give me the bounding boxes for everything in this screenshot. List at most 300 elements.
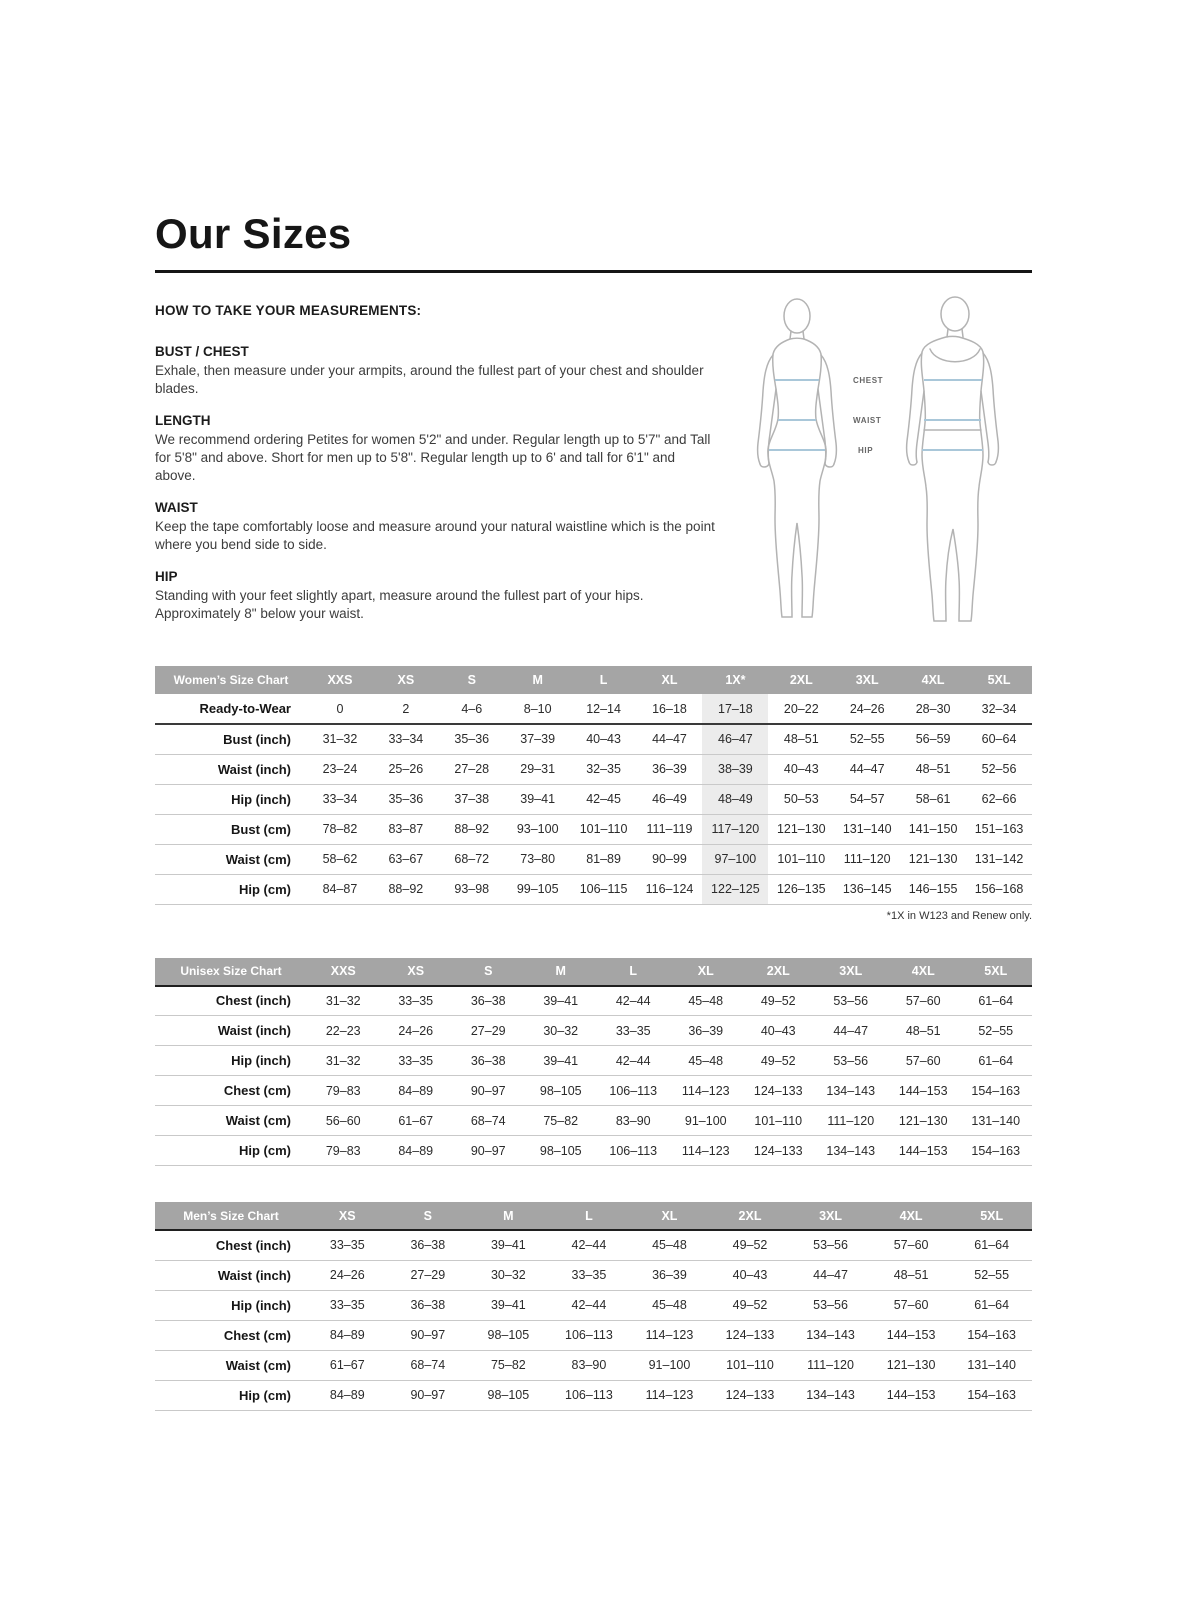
table-cell: 81–89 (571, 844, 637, 874)
table-cell: 53–56 (815, 1046, 888, 1076)
row-label: Waist (inch) (155, 754, 307, 784)
table-cell: 33–35 (549, 1260, 630, 1290)
table-cell: 56–60 (307, 1106, 380, 1136)
table-row (155, 754, 1032, 784)
table-cell: 131–142 (966, 844, 1032, 874)
table-cell: 121–130 (871, 1350, 952, 1380)
table-cell: 39–41 (505, 784, 571, 814)
table-cell: 154–163 (960, 1136, 1033, 1166)
row-label: Hip (inch) (155, 1290, 307, 1320)
table-cell: 22–23 (307, 1016, 380, 1046)
table-cell: 75–82 (468, 1350, 549, 1380)
section-body: We recommend ordering Petites for women 5'2" and under. Regular length up to 5'7" and Tall for 5'8" and above. Short for men up to 5'8". Regular length up to 6' and tall for 6'1" and above. (155, 431, 711, 483)
table-cell: 57–60 (871, 1230, 952, 1260)
table-cell: 134–143 (815, 1076, 888, 1106)
table-cell: 156–168 (966, 874, 1032, 904)
row-label: Bust (inch) (155, 724, 307, 754)
table-cell: 46–47 (702, 724, 768, 754)
table-cell: 32–34 (966, 694, 1032, 724)
table-cell: 40–43 (742, 1016, 815, 1046)
table-row (155, 1320, 1032, 1350)
table-cell: 46–49 (637, 784, 703, 814)
column-header: L (597, 958, 670, 986)
column-header: S (439, 666, 505, 694)
table-cell: 97–100 (702, 844, 768, 874)
table-cell: 60–64 (966, 724, 1032, 754)
womens-size-chart-block (155, 666, 1032, 922)
table-cell: 99–105 (505, 874, 571, 904)
table-cell: 90–97 (388, 1320, 469, 1350)
table-cell: 88–92 (373, 874, 439, 904)
table-cell: 98–105 (468, 1380, 549, 1410)
female-measure-lines (769, 380, 825, 450)
table-cell: 61–64 (960, 986, 1033, 1016)
table-cell: 40–43 (710, 1260, 791, 1290)
table-cell: 33–35 (307, 1290, 388, 1320)
table-cell: 42–45 (571, 784, 637, 814)
table-cell: 36–39 (629, 1260, 710, 1290)
table-row (155, 1016, 1032, 1046)
table-cell: 98–105 (525, 1076, 598, 1106)
hip-label: HIP (858, 446, 874, 455)
guide-section-waist (155, 500, 717, 554)
table-cell: 42–44 (597, 1046, 670, 1076)
table-row (155, 1260, 1032, 1290)
measurement-guide (155, 303, 1032, 642)
table-cell: 45–48 (629, 1230, 710, 1260)
male-measure-lines (922, 380, 983, 450)
row-label: Waist (cm) (155, 1106, 307, 1136)
table-cell: 27–29 (388, 1260, 469, 1290)
table-cell: 56–59 (900, 724, 966, 754)
table-cell: 58–61 (900, 784, 966, 814)
table-cell: 114–123 (629, 1380, 710, 1410)
table-cell: 106–113 (597, 1076, 670, 1106)
table-cell: 35–36 (373, 784, 439, 814)
table-cell: 90–99 (637, 844, 703, 874)
table-cell: 101–110 (710, 1350, 791, 1380)
table-cell: 36–38 (452, 1046, 525, 1076)
row-label: Hip (cm) (155, 1136, 307, 1166)
table-row (155, 724, 1032, 754)
table-cell: 124–133 (710, 1320, 791, 1350)
column-header: XS (380, 958, 453, 986)
column-header: XS (307, 1202, 388, 1230)
table-row (155, 694, 1032, 724)
section-title: WAIST (155, 499, 198, 515)
table-cell: 93–100 (505, 814, 571, 844)
table-cell: 45–48 (629, 1290, 710, 1320)
table-cell: 84–87 (307, 874, 373, 904)
table-cell: 4–6 (439, 694, 505, 724)
table-cell: 121–130 (887, 1106, 960, 1136)
table-cell: 124–133 (742, 1136, 815, 1166)
column-header: 3XL (815, 958, 888, 986)
table-cell: 68–74 (388, 1350, 469, 1380)
table-cell: 27–28 (439, 754, 505, 784)
table-cell: 24–26 (834, 694, 900, 724)
table-cell: 33–35 (597, 1016, 670, 1046)
table-cell: 124–133 (710, 1380, 791, 1410)
table-row (155, 1380, 1032, 1410)
table-cell: 2 (373, 694, 439, 724)
table-cell: 62–66 (966, 784, 1032, 814)
row-label: Chest (inch) (155, 1230, 307, 1260)
table-cell: 106–113 (549, 1380, 630, 1410)
table-cell: 106–113 (549, 1320, 630, 1350)
table-cell: 0 (307, 694, 373, 724)
table-cell: 53–56 (790, 1290, 871, 1320)
column-header: 3XL (834, 666, 900, 694)
table-cell: 39–41 (525, 986, 598, 1016)
table-cell: 111–120 (790, 1350, 871, 1380)
table-cell: 91–100 (670, 1106, 743, 1136)
row-label: Waist (cm) (155, 844, 307, 874)
table-cell: 52–56 (966, 754, 1032, 784)
table-cell: 124–133 (742, 1076, 815, 1106)
column-header: 4XL (900, 666, 966, 694)
column-header: XL (637, 666, 703, 694)
row-label: Hip (cm) (155, 874, 307, 904)
table-cell: 30–32 (468, 1260, 549, 1290)
table-cell: 88–92 (439, 814, 505, 844)
table-cell: 61–64 (960, 1046, 1033, 1076)
table-row (155, 1076, 1032, 1106)
column-header: M (525, 958, 598, 986)
table-cell: 54–57 (834, 784, 900, 814)
table-cell: 30–32 (525, 1016, 598, 1046)
table-cell: 122–125 (702, 874, 768, 904)
table-cell: 90–97 (452, 1076, 525, 1106)
table-cell: 24–26 (307, 1260, 388, 1290)
table-cell: 16–18 (637, 694, 703, 724)
table-cell: 33–34 (373, 724, 439, 754)
row-label: Chest (cm) (155, 1320, 307, 1350)
table-row (155, 1136, 1032, 1166)
table-cell: 32–35 (571, 754, 637, 784)
table-cell: 17–18 (702, 694, 768, 724)
waist-label: WAIST (853, 416, 882, 425)
table-cell: 98–105 (468, 1320, 549, 1350)
table-cell: 90–97 (452, 1136, 525, 1166)
row-label: Chest (cm) (155, 1076, 307, 1106)
column-header: L (571, 666, 637, 694)
table-cell: 49–52 (742, 986, 815, 1016)
table-cell: 37–39 (505, 724, 571, 754)
table-cell: 144–153 (887, 1136, 960, 1166)
table-cell: 154–163 (951, 1320, 1032, 1350)
header-row (155, 958, 1032, 986)
column-header: 1X* (702, 666, 768, 694)
table-cell: 154–163 (951, 1380, 1032, 1410)
table-cell: 57–60 (887, 1046, 960, 1076)
column-header: XL (629, 1202, 710, 1230)
column-header: S (388, 1202, 469, 1230)
table-row (155, 1230, 1032, 1260)
column-header: XL (670, 958, 743, 986)
table-cell: 136–145 (834, 874, 900, 904)
table-cell: 131–140 (960, 1106, 1033, 1136)
table-cell: 52–55 (960, 1016, 1033, 1046)
section-title: LENGTH (155, 412, 211, 428)
section-body: Standing with your feet slightly apart, measure around the fullest part of your hips. Approximately 8" below your waist. (155, 587, 644, 621)
table-cell: 93–98 (439, 874, 505, 904)
table-title: Women’s Size Chart (155, 666, 307, 694)
table-cell: 53–56 (815, 986, 888, 1016)
table-cell: 53–56 (790, 1230, 871, 1260)
table-cell: 45–48 (670, 1046, 743, 1076)
table-cell: 83–90 (549, 1350, 630, 1380)
column-header: XXS (307, 958, 380, 986)
table-cell: 61–67 (307, 1350, 388, 1380)
table-cell: 8–10 (505, 694, 571, 724)
unisex-size-chart-block (155, 958, 1032, 1167)
table-title: Unisex Size Chart (155, 958, 307, 986)
column-header: 4XL (871, 1202, 952, 1230)
table-cell: 49–52 (710, 1290, 791, 1320)
mens-size-chart-block (155, 1202, 1032, 1411)
chest-label: CHEST (853, 376, 884, 385)
table-row (155, 784, 1032, 814)
table-cell: 37–38 (439, 784, 505, 814)
column-header: 2XL (742, 958, 815, 986)
table-cell: 114–123 (670, 1076, 743, 1106)
section-body: Keep the tape comfortably loose and measure around your natural waistline which is the point where you bend side to side. (155, 518, 715, 552)
table-row (155, 986, 1032, 1016)
table-cell: 48–49 (702, 784, 768, 814)
title-divider (155, 270, 1032, 273)
table-cell: 33–35 (380, 986, 453, 1016)
header-row (155, 1202, 1032, 1230)
column-header: 5XL (951, 1202, 1032, 1230)
table-cell: 106–113 (597, 1136, 670, 1166)
header-row (155, 666, 1032, 694)
table-cell: 39–41 (468, 1230, 549, 1260)
row-label: Waist (inch) (155, 1016, 307, 1046)
column-header: 2XL (710, 1202, 791, 1230)
table-cell: 126–135 (768, 874, 834, 904)
table-cell: 48–51 (768, 724, 834, 754)
table-cell: 44–47 (790, 1260, 871, 1290)
table-cell: 116–124 (637, 874, 703, 904)
womens-chart-footnote: *1X in W123 and Renew only. (886, 909, 1032, 922)
table-cell: 42–44 (549, 1230, 630, 1260)
row-label: Hip (inch) (155, 784, 307, 814)
table-cell: 151–163 (966, 814, 1032, 844)
section-title: BUST / CHEST (155, 344, 249, 359)
table-cell: 117–120 (702, 814, 768, 844)
table-cell: 27–29 (452, 1016, 525, 1046)
table-cell: 57–60 (887, 986, 960, 1016)
table-cell: 68–72 (439, 844, 505, 874)
table-cell: 68–74 (452, 1106, 525, 1136)
row-label: Waist (inch) (155, 1260, 307, 1290)
column-header: 3XL (790, 1202, 871, 1230)
column-header: M (468, 1202, 549, 1230)
table-cell: 63–67 (373, 844, 439, 874)
table-cell: 36–39 (637, 754, 703, 784)
column-header: 2XL (768, 666, 834, 694)
row-label: Chest (inch) (155, 986, 307, 1016)
table-cell: 42–44 (597, 986, 670, 1016)
section-title: HIP (155, 568, 178, 584)
table-cell: 57–60 (871, 1290, 952, 1320)
figure-illustrations (740, 289, 1032, 642)
table-cell: 25–26 (373, 754, 439, 784)
table-cell: 144–153 (871, 1380, 952, 1410)
table-cell: 45–48 (670, 986, 743, 1016)
guide-section-bust-chest (155, 344, 717, 398)
table-cell: 75–82 (525, 1106, 598, 1136)
table-cell: 144–153 (887, 1076, 960, 1106)
table-cell: 61–64 (951, 1290, 1032, 1320)
table-cell: 98–105 (525, 1136, 598, 1166)
table-cell: 24–26 (380, 1016, 453, 1046)
page-title: Our Sizes (155, 210, 352, 257)
guide-section-hip (155, 569, 717, 623)
table-cell: 42–44 (549, 1290, 630, 1320)
table-cell: 114–123 (629, 1320, 710, 1350)
table-cell: 79–83 (307, 1076, 380, 1106)
table-cell: 40–43 (768, 754, 834, 784)
row-label: Ready-to-Wear (155, 694, 307, 724)
table-cell: 101–110 (742, 1106, 815, 1136)
table-cell: 111–120 (815, 1106, 888, 1136)
column-header: S (452, 958, 525, 986)
table-cell: 84–89 (307, 1380, 388, 1410)
table-cell: 52–55 (834, 724, 900, 754)
table-row (155, 1046, 1032, 1076)
table-cell: 23–24 (307, 754, 373, 784)
table-cell: 38–39 (702, 754, 768, 784)
table-cell: 36–38 (452, 986, 525, 1016)
table-cell: 31–32 (307, 1046, 380, 1076)
size-charts (155, 666, 1032, 1411)
column-header: XXS (307, 666, 373, 694)
table-cell: 78–82 (307, 814, 373, 844)
table-cell: 73–80 (505, 844, 571, 874)
table-cell: 36–38 (388, 1290, 469, 1320)
table-row (155, 844, 1032, 874)
table-cell: 48–51 (887, 1016, 960, 1046)
table-cell: 91–100 (629, 1350, 710, 1380)
guide-section-length (155, 413, 717, 485)
table-cell: 49–52 (742, 1046, 815, 1076)
table-cell: 39–41 (468, 1290, 549, 1320)
female-figure-outline (758, 299, 837, 617)
row-label: Hip (inch) (155, 1046, 307, 1076)
table-cell: 111–119 (637, 814, 703, 844)
table-cell: 52–55 (951, 1260, 1032, 1290)
table-cell: 83–90 (597, 1106, 670, 1136)
table-cell: 36–38 (388, 1230, 469, 1260)
table-cell: 84–89 (380, 1076, 453, 1106)
column-header: 5XL (966, 666, 1032, 694)
column-header: XS (373, 666, 439, 694)
section-body: Exhale, then measure under your armpits, around the fullest part of your chest and shoulder blades. (155, 363, 704, 396)
table-cell: 44–47 (815, 1016, 888, 1046)
table-cell: 48–51 (900, 754, 966, 784)
table-row (155, 1290, 1032, 1320)
column-header: M (505, 666, 571, 694)
row-label: Waist (cm) (155, 1350, 307, 1380)
table-cell: 33–35 (307, 1230, 388, 1260)
table-cell: 35–36 (439, 724, 505, 754)
table-cell: 106–115 (571, 874, 637, 904)
table-cell: 31–32 (307, 986, 380, 1016)
unisex-size-chart-table (155, 958, 1032, 1167)
table-cell: 146–155 (900, 874, 966, 904)
table-cell: 121–130 (768, 814, 834, 844)
table-cell: 50–53 (768, 784, 834, 814)
table-title: Men’s Size Chart (155, 1202, 307, 1230)
table-cell: 83–87 (373, 814, 439, 844)
table-cell: 121–130 (900, 844, 966, 874)
male-figure-outline (907, 297, 999, 621)
table-cell: 33–34 (307, 784, 373, 814)
table-cell: 29–31 (505, 754, 571, 784)
table-cell: 111–120 (834, 844, 900, 874)
column-header: 4XL (887, 958, 960, 986)
table-cell: 31–32 (307, 724, 373, 754)
table-cell: 134–143 (815, 1136, 888, 1166)
table-cell: 58–62 (307, 844, 373, 874)
table-cell: 39–41 (525, 1046, 598, 1076)
table-cell: 49–52 (710, 1230, 791, 1260)
table-cell: 134–143 (790, 1320, 871, 1350)
table-cell: 33–35 (380, 1046, 453, 1076)
row-label: Bust (cm) (155, 814, 307, 844)
womens-size-chart-table (155, 666, 1032, 905)
column-header: 5XL (960, 958, 1033, 986)
table-cell: 90–97 (388, 1380, 469, 1410)
table-cell: 144–153 (871, 1320, 952, 1350)
table-cell: 131–140 (951, 1350, 1032, 1380)
guide-heading: HOW TO TAKE YOUR MEASUREMENTS: (155, 303, 422, 318)
table-cell: 28–30 (900, 694, 966, 724)
table-cell: 61–64 (951, 1230, 1032, 1260)
table-cell: 61–67 (380, 1106, 453, 1136)
table-cell: 134–143 (790, 1380, 871, 1410)
table-cell: 48–51 (871, 1260, 952, 1290)
table-cell: 12–14 (571, 694, 637, 724)
row-label: Hip (cm) (155, 1380, 307, 1410)
table-cell: 44–47 (834, 754, 900, 784)
table-row (155, 1350, 1032, 1380)
table-cell: 20–22 (768, 694, 834, 724)
table-cell: 36–39 (670, 1016, 743, 1046)
table-cell: 141–150 (900, 814, 966, 844)
table-cell: 79–83 (307, 1136, 380, 1166)
table-cell: 154–163 (960, 1076, 1033, 1106)
mens-size-chart-table (155, 1202, 1032, 1411)
column-header: L (549, 1202, 630, 1230)
size-guide-page (155, 0, 1032, 1411)
table-cell: 101–110 (571, 814, 637, 844)
table-cell: 101–110 (768, 844, 834, 874)
guide-text (155, 303, 717, 642)
table-row (155, 874, 1032, 904)
body-diagram (740, 289, 1032, 637)
table-cell: 131–140 (834, 814, 900, 844)
table-cell: 84–89 (307, 1320, 388, 1350)
table-cell: 84–89 (380, 1136, 453, 1166)
table-row (155, 1106, 1032, 1136)
table-cell: 44–47 (637, 724, 703, 754)
table-cell: 114–123 (670, 1136, 743, 1166)
table-row (155, 814, 1032, 844)
table-cell: 40–43 (571, 724, 637, 754)
